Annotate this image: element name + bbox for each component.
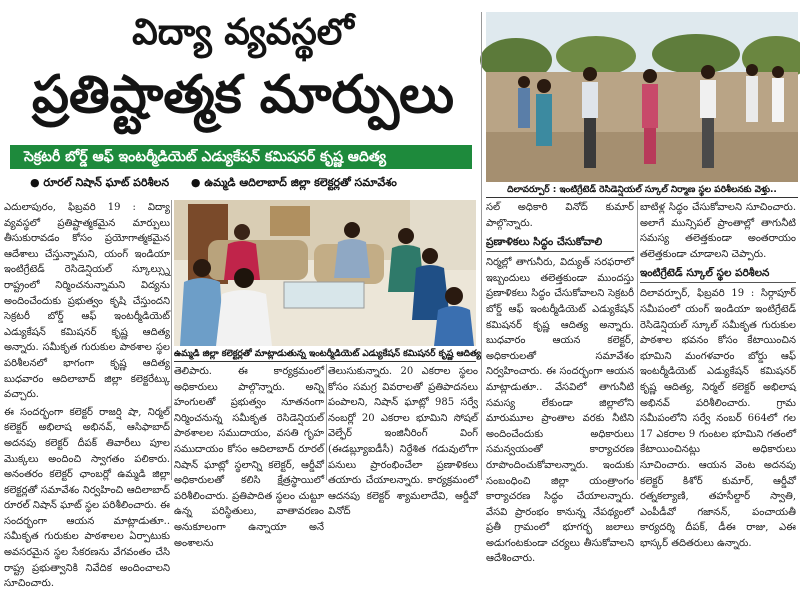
- paragraph: ఎదులాపురం, ఫిబ్రవరి 19 : విద్యా వ్యవస్థలో ప్రతిష్టాత్మకమైన మార్పులు తీసుకురావడం కోసం ప్రయోగాత్మకమైన ఆదేశాలు చేస్తున్నామని, యంగ్ ఇండియా ఇంటిగ్రేటెడ్ రెసిడెన్షియల్ స్కూల్స్ను రాష్ట్రంలో నిర్మించనున్నామని విద్యను అందించేందుకు ప్రభుత్వం కృషి చేస్తుందని సెక్రటరీ బోర్డ్ ఆఫ్ ఇంటర్మీడియెట్ ఎడ్యుకేషన్ కమిషనర్ కృష్ణ ఆదిత్య అన్నారు. సమీకృత గురుకుల పాఠశాల స్థల పరిశీలనలో భాగంగా కృష్ణ ఆదిత్య బుధవారం ఆదిలాబాద్ జిల్లా కలెక్టరేట్కు వచ్చారు.: [4, 202, 170, 401]
- paragraph: ఈ సందర్భంగా కలెక్టర్ రాజర్షి షా, నిర్మల్ కలెక్టర్ అభిలాష అభినవ్, ఆసిఫాబాద్ అదనపు కలెక్టర్ దీపక్ తివారీలు పూల మొక్కలు అందించి స్వాగతం పలికారు. అనంతరం కలెక్టర్ ఛాంబర్లో ఉమ్మడి జిల్లా కలెక్టర్లతో సమావేశం నిర్వహించి ఆదిలాబాద్ రూరల్ నిషాన్ ఘాట్ స్థల పరిశీలించారు. ఈ సందర్భంగా ఆయన మాట్లాడుతూ.. సమీకృత గురుకుల పాఠశాలల ఏర్పాటుకు అవసరమైన స్థల సేకరణను వేగవంతం చేసి రాష్ట్ర ప్రభుత్వానికి నివేదిక అందించాలని సూచించారు.: [4, 406, 170, 590]
- paragraph: బాటిళ్ల సిద్ధం చేసుకోవాలని సూచించారు. అలాగే మున్సిపల్ ప్రాంతాల్లో తాగునీటి సమస్య తలెత్తకుండా అంతరాయం తలెత్తకుండా చూడాలని చెప్పారు.: [640, 202, 796, 260]
- paragraph: దిలావర్పూర్, ఫిబ్రవరి 19 : సిర్గాపూర్ సమీపంలో యంగ్ ఇండియా ఇంటిగ్రేటెడ్ రెసిడెన్షియల్ స్కూల్ సమీకృత గురుకుల పాఠశాల భవనం కోసం కేటాయించిన భూమిని మంగళవారం బోర్డు ఆఫ్ ఇంటర్మీడియెట్ ఎడ్యుకేషన్ కమిషనర్ కృష్ణ ఆదిత్య, నిర్మల్ కలెక్టర్ అభిలాష అభినవ్ పరిశీలించారు. గ్రామ సమీపంలోని సర్వే నంబర్ 664లో గల 17 ఎకరాల 9 గుంటల భూమిని గతంలో కేటాయించినట్లు అధికారులు సూచించారు. ఆయన వెంట అదనపు కలెక్టర్ కిశోర్ కుమార్, ఆర్డీవో రత్నకల్యాణి, తహసీల్దార్ స్వాతి, ఎంపీడీవో గజానన్, పంచాయతీ కార్యదర్శి దీపక్, డీఈ రాజు, ఎఈ భాస్కర్ తదితరులు ఉన్నారు.: [640, 288, 796, 549]
- bullet-point: ● రూరల్ నిషాన్ ఘాట్ పరిశీలన: [30, 176, 170, 189]
- headline-line-1: విద్యా వ్యవస్థలో: [132, 12, 354, 53]
- article-column-4: [486, 200, 634, 565]
- column-divider: [481, 12, 482, 480]
- bullet-points: [30, 174, 470, 192]
- section-heading: ప్రణాళికలు సిద్ధం చేసుకోవాలి: [486, 233, 634, 252]
- column-divider: [171, 200, 172, 480]
- subheadline-banner: సెక్రటరీ బోర్డ్ ఆఫ్ ఇంటర్మీడియెట్ ఎడ్యుకేషన్ కమిషనర్ కృష్ణ ఆదిత్య: [10, 145, 472, 169]
- article-column-3: తెలుసుకున్నారు. 20 ఎకరాల స్థలం కోసం సమగ్ర వివరాలతో ప్రతిపాదనలు పంపాలని, నిషాన్ ఘాట్లో 985 సర్వే నంబర్లో 20 ఎకరాల భూమిని సోషల్ వెల్ఫేర్ ఇంజినీరింగ్ వింగ్ (ఈడబ్ల్యూఐడీసీ) నిర్దేశిత గడువులోగా పనులు ప్రారంభించేలా ప్రణాళికలు తయారు చేయాలన్నారు. కార్యక్రమంలో ఆదనపు కలెక్టర్ శ్యామలాదేవి, ఆర్డీవో వినోద్: [328, 366, 478, 518]
- site-visit-photo-caption: దిలావర్పూర్ : ఇంటిగ్రేటెడ్ రెసిడెన్షియల్ స్కూల్ నిర్మాణ స్థల పరిశీలనకు వెళ్తు..: [486, 183, 798, 198]
- bullet-point: ● ఉమ్మడి ఆదిలాబాద్ జిల్లా కలెక్టర్లతో సమావేశం: [190, 176, 397, 189]
- meeting-photo-caption: ఉమ్మడి జిల్లా కలెక్టర్లతో మాట్లాడుతున్న ఇంటర్మీడియెట్ ఎడ్యుకేషన్ కమిషనర్ కృష్ణ ఆదిత్య: [174, 347, 476, 362]
- meeting-photo-illustration: [174, 200, 476, 346]
- column-divider: [326, 364, 327, 480]
- paragraph: నిర్మల్లో తాగునీరు, విద్యుత్ సరఫరాలో ఇబ్బందులు తలెత్తకుండా ముందస్తు ప్రణాళికలు సిద్ధం చేసుకోవాలని సెక్రటరీ బోర్డ్ ఆఫ్ ఇంటర్మీడియెట్ ఎడ్యుకేషన్ కమిషనర్ కృష్ణ ఆదిత్య అన్నారు. బుధవారం ఆయన కలెక్టర్, అధికారులతో సమావేశం నిర్వహించారు. ఈ సందర్భంగా ఆయన మాట్లాడుతూ.. వేసవిలో తాగునీటి సమస్య లేకుండా జిల్లాలోని మారుమూల ప్రాంతాల వరకు నీటిని అందించేందుకు అధికారులు సమన్వయంతో కార్యాచరణ రూపొందించుకోవాలన్నారు. ఇందుకు సంబంధించి జిల్లా యంత్రాంగం కార్యాచరణ సిద్ధం చేయాలన్నారు. వేసవి ప్రారంభం కానున్న నేపథ్యంలో ప్రతీ గ్రామంలో భూగర్భ జలాలు అడుగంటకుండా చర్యలు తీసుకోవాలని ఆదేశించారు.: [486, 257, 634, 565]
- section-heading: ఇంటిగ్రేటెడ్ స్కూల్ స్థల పరిశీలన: [640, 264, 796, 283]
- article-column-2: తెలిపారు. ఈ కార్యక్రమంలో అధికారులు పాల్గొన్నారు. అన్ని హంగులతో ప్రభుత్వం నూతనంగా నిర్మించనున్న సమీకృత రెసిడెన్షియల్ పాఠశాలల సముదాయం, వసతి గృహ సముదాయం కోసం ఆదిలాబాద్ రూరల్ నిషాన్ ఘాట్లో స్థలాన్ని కలెక్టర్, ఆర్డీవో అధికారులతో కలిసి క్షేత్రస్థాయిలో పరిశీలించారు. ప్రతిపాదిత స్థలం చుట్టూ ఉన్న పరిస్థితులు, వాతావరణం అనుకూలంగా ఉన్నాయా అనే అంశాలను: [174, 366, 324, 549]
- article-column-5: [640, 200, 796, 549]
- column-divider: [637, 200, 638, 480]
- headline-line-2: ప్రతిష్టాత్మక మార్పులు: [31, 65, 455, 125]
- paragraph: సల్ అధికారి వినోద్ కుమార్ పాల్గొన్నారు.: [486, 202, 634, 229]
- meeting-photo: [174, 200, 476, 346]
- site-visit-photo-illustration: [486, 12, 798, 182]
- site-visit-photo: [486, 12, 798, 182]
- article-column-1: [4, 200, 170, 590]
